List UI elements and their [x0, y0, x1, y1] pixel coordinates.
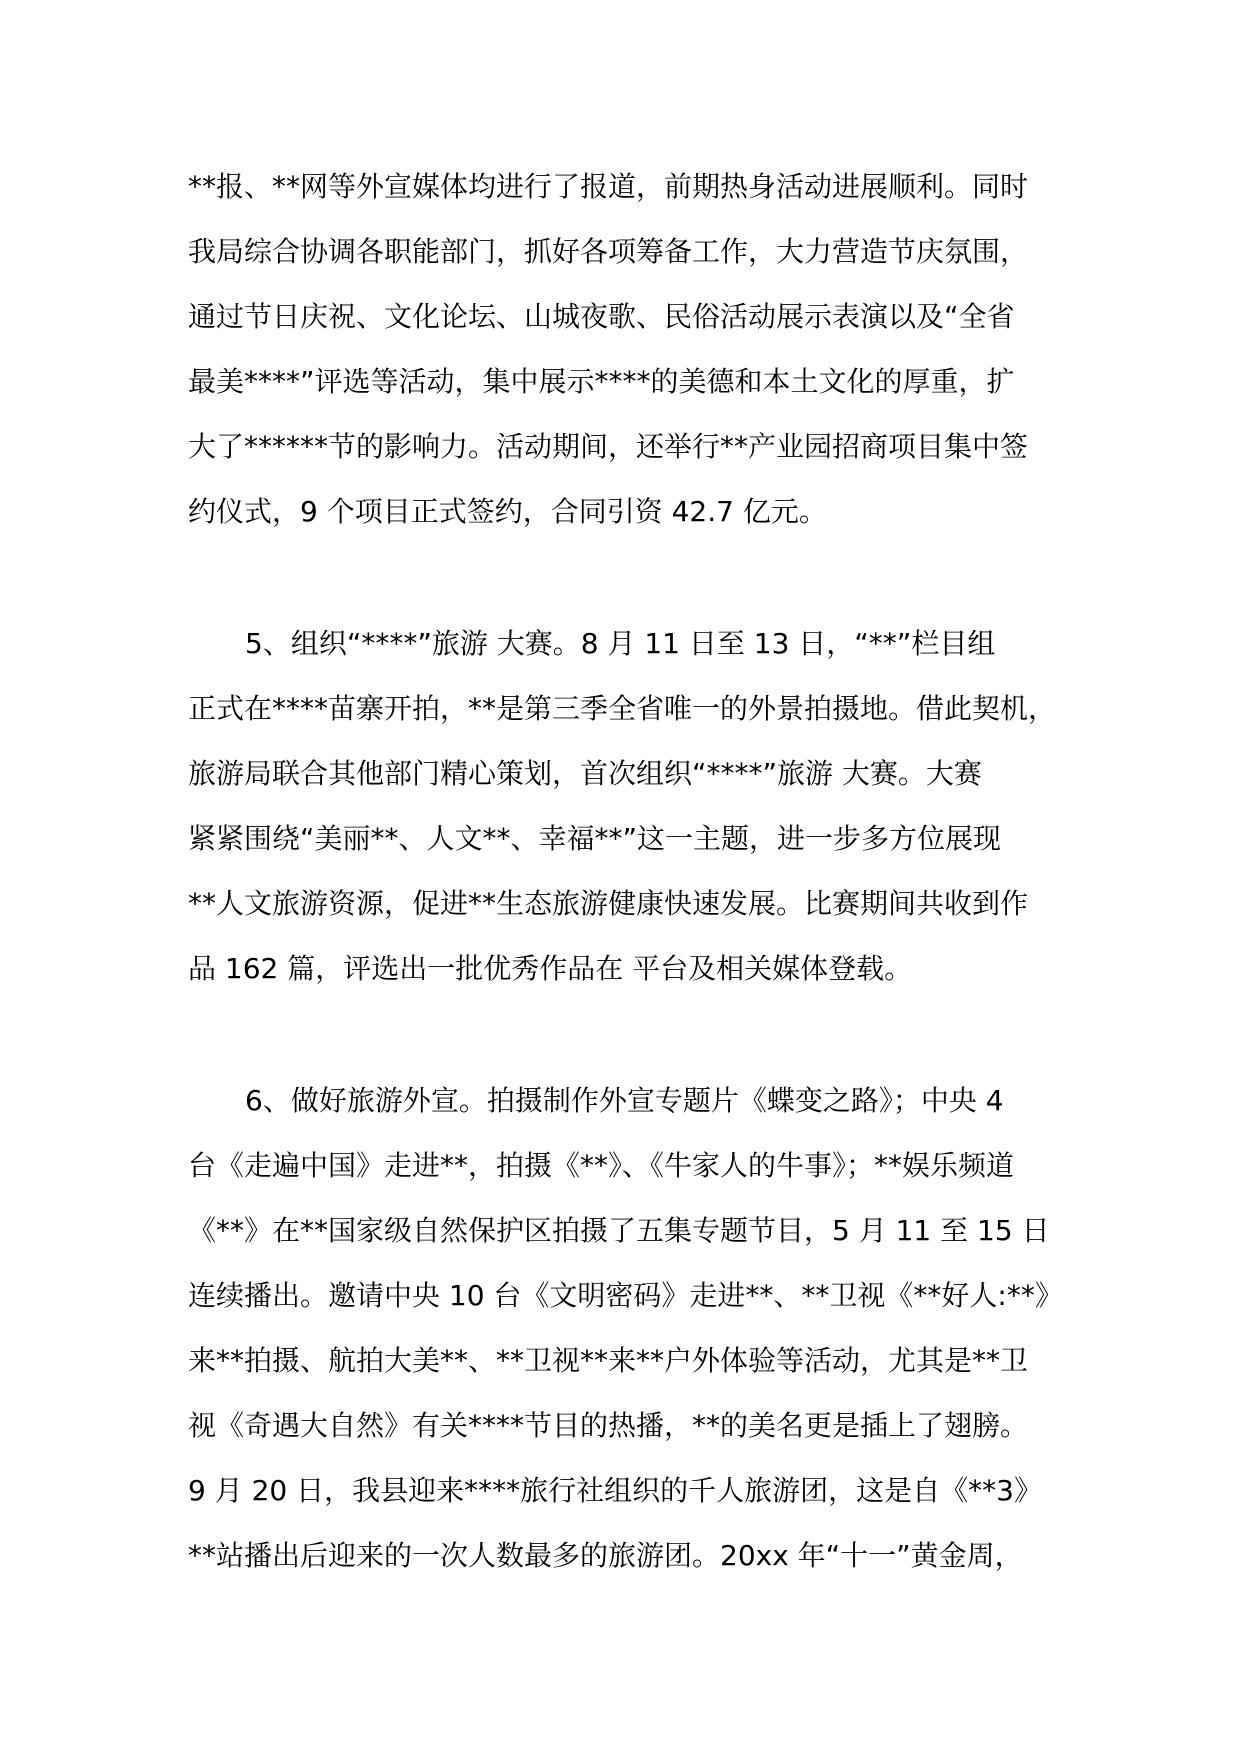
- paragraph-media-coverage: [188, 154, 1088, 544]
- text-line: 大了******节的影响力。活动期间，还举行**产业园招商项目集中签: [188, 430, 1029, 463]
- text-line: 9 月 20 日，我县迎来****旅行社组织的千人旅游团，这是自《**3》: [188, 1474, 1042, 1507]
- text-line: 来**拍摄、航拍大美**、**卫视**来**户外体验等活动，尤其是**卫: [188, 1344, 1029, 1377]
- text-line: 最美****”评选等活动，集中展示****的美德和本土文化的厚重，扩: [188, 365, 1015, 398]
- text-line: 正式在****苗寨开拍，**是第三季全省唯一的外景拍摄地。借此契机，: [188, 692, 1057, 725]
- text-line: **站播出后迎来的一次人数最多的旅游团。20xx 年“十一”黄金周，: [188, 1539, 1023, 1572]
- text-line: 通过节日庆祝、文化论坛、山城夜歌、民俗活动展示表演以及“全省: [188, 300, 1015, 333]
- text-line: 旅游局联合其他部门精心策划，首次组织“****”旅游 大赛。大赛: [188, 757, 982, 790]
- paragraph-tourism-contest: [188, 611, 1088, 1001]
- text-line: 台《走遍中国》走进**，拍摄《**》、《牛家人的牛事》；**娱乐频道: [188, 1149, 1015, 1182]
- text-line: 我局综合协调各职能部门，抓好各项筹备工作，大力营造节庆氛围，: [188, 235, 1029, 268]
- text-line: 5、组织“****”旅游 大赛。8 月 11 日至 13 日，“**”栏目组: [245, 627, 996, 660]
- text-line: 紧紧围绕“美丽**、人文**、幸福**”这一主题，进一步多方位展现: [188, 822, 1002, 855]
- paragraph-tourism-publicity: [188, 1068, 1088, 1588]
- text-line: 《**》在**国家级自然保护区拍摄了五集专题节目，5 月 11 至 15 日: [188, 1214, 1050, 1247]
- text-line: **报、**网等外宣媒体均进行了报道，前期热身活动进展顺利。同时: [188, 170, 1029, 203]
- text-line: **人文旅游资源，促进**生态旅游健康快速发展。比赛期间共收到作: [188, 887, 1029, 920]
- text-line: 6、做好旅游外宣。拍摄制作外宣专题片《蝶变之路》；中央 4: [245, 1084, 1004, 1117]
- text-line: 连续播出。邀请中央 10 台《文明密码》走进**、**卫视《**好人:**》: [188, 1279, 1063, 1312]
- text-line: 视《奇遇大自然》有关****节目的热播，**的美名更是插上了翅膀。: [188, 1409, 1029, 1442]
- text-line: 品 162 篇，评选出一批优秀作品在 平台及相关媒体登载。: [188, 952, 913, 985]
- text-line: 约仪式，9 个项目正式签约，合同引资 42.7 亿元。: [188, 495, 827, 528]
